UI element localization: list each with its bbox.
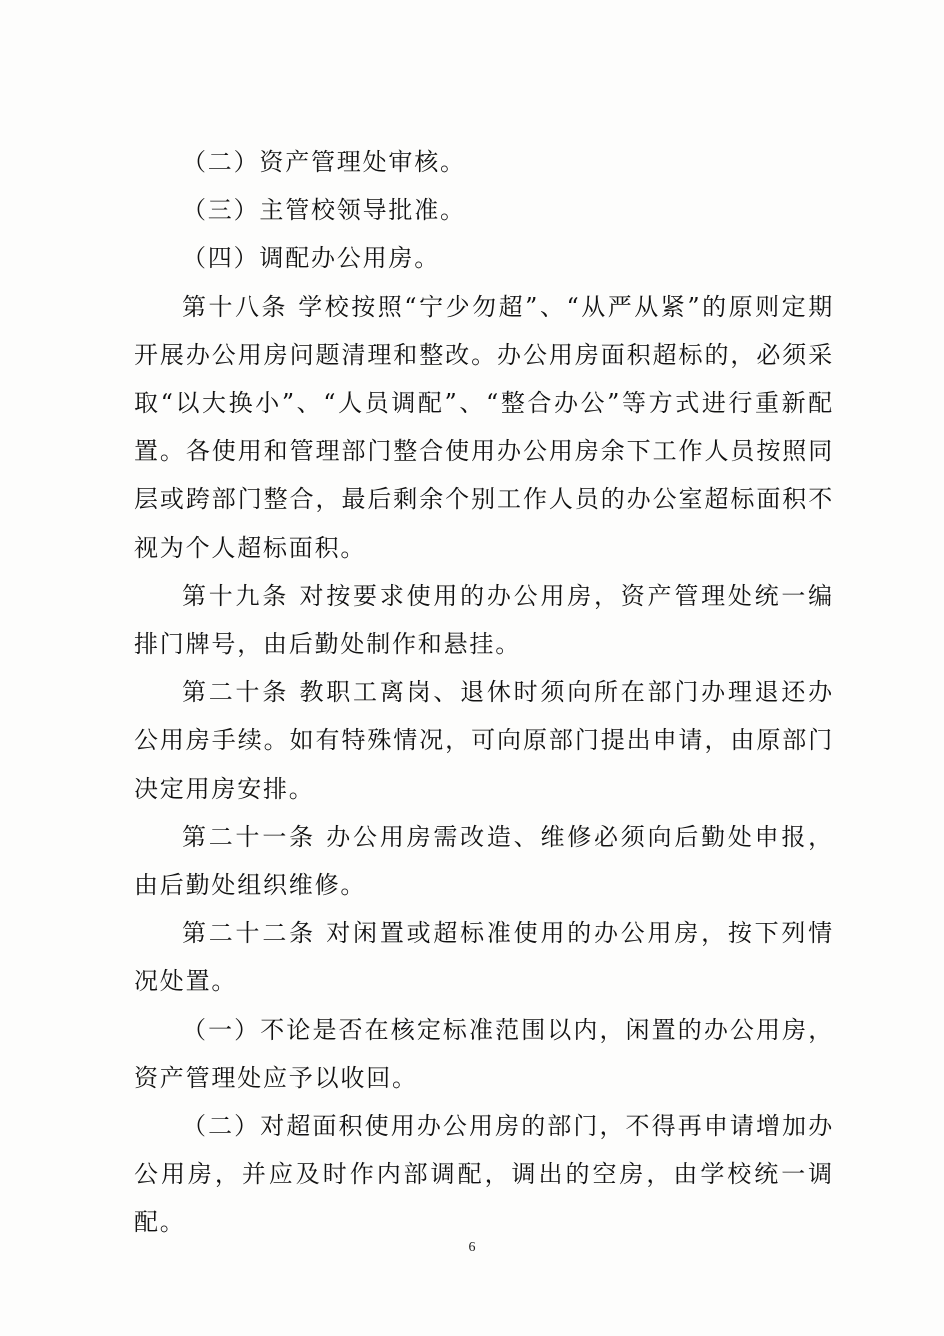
article-21: 第二十一条 办公用房需改造、维修必须向后勤处申报，由后勤处组织维修。 — [134, 822, 834, 900]
article-18: 第十八条 学校按照“宁少勿超”、“从严从紧”的原则定期开展办公用房问题清理和整改。办公用房面积超标的，必须采取“以大换小”、“人员调配”、“整合办公”等方式进行重新配置。各使用和管理部门整合使用办公用房余下工作人员按照同层或跨部门整合，最后剩余个别工作人员的办公室超标面积不视为个人超标面积。 — [134, 292, 834, 562]
page-number: 6 — [468, 1240, 476, 1255]
paragraph-3: （四）调配办公用房。 — [182, 244, 440, 273]
article-20: 第二十条 教职工离岗、退休时须向所在部门办理退还办公用房手续。如有特殊情况，可向原部门提出申请，由原部门决定用房安排。 — [134, 678, 834, 803]
paragraph-2: （三）主管校领导批准。 — [182, 196, 466, 225]
article-22-item-1: （一）不论是否在核定标准范围以内，闲置的办公用房，资产管理处应予以收回。 — [134, 1015, 834, 1092]
document-body — [134, 138, 834, 1247]
article-22: 第二十二条 对闲置或超标准使用的办公用房，按下列情况处置。 — [134, 919, 834, 996]
article-19: 第十九条 对按要求使用的办公用房，资产管理处统一编排门牌号，由后勤处制作和悬挂。 — [134, 581, 834, 659]
article-22-item-2: （二）对超面积使用办公用房的部门，不得再申请增加办公用房，并应及时作内部调配，调出的空房，由学校统一调配。 — [134, 1112, 834, 1237]
paragraph-1: （二）资产管理处审核。 — [182, 148, 466, 176]
